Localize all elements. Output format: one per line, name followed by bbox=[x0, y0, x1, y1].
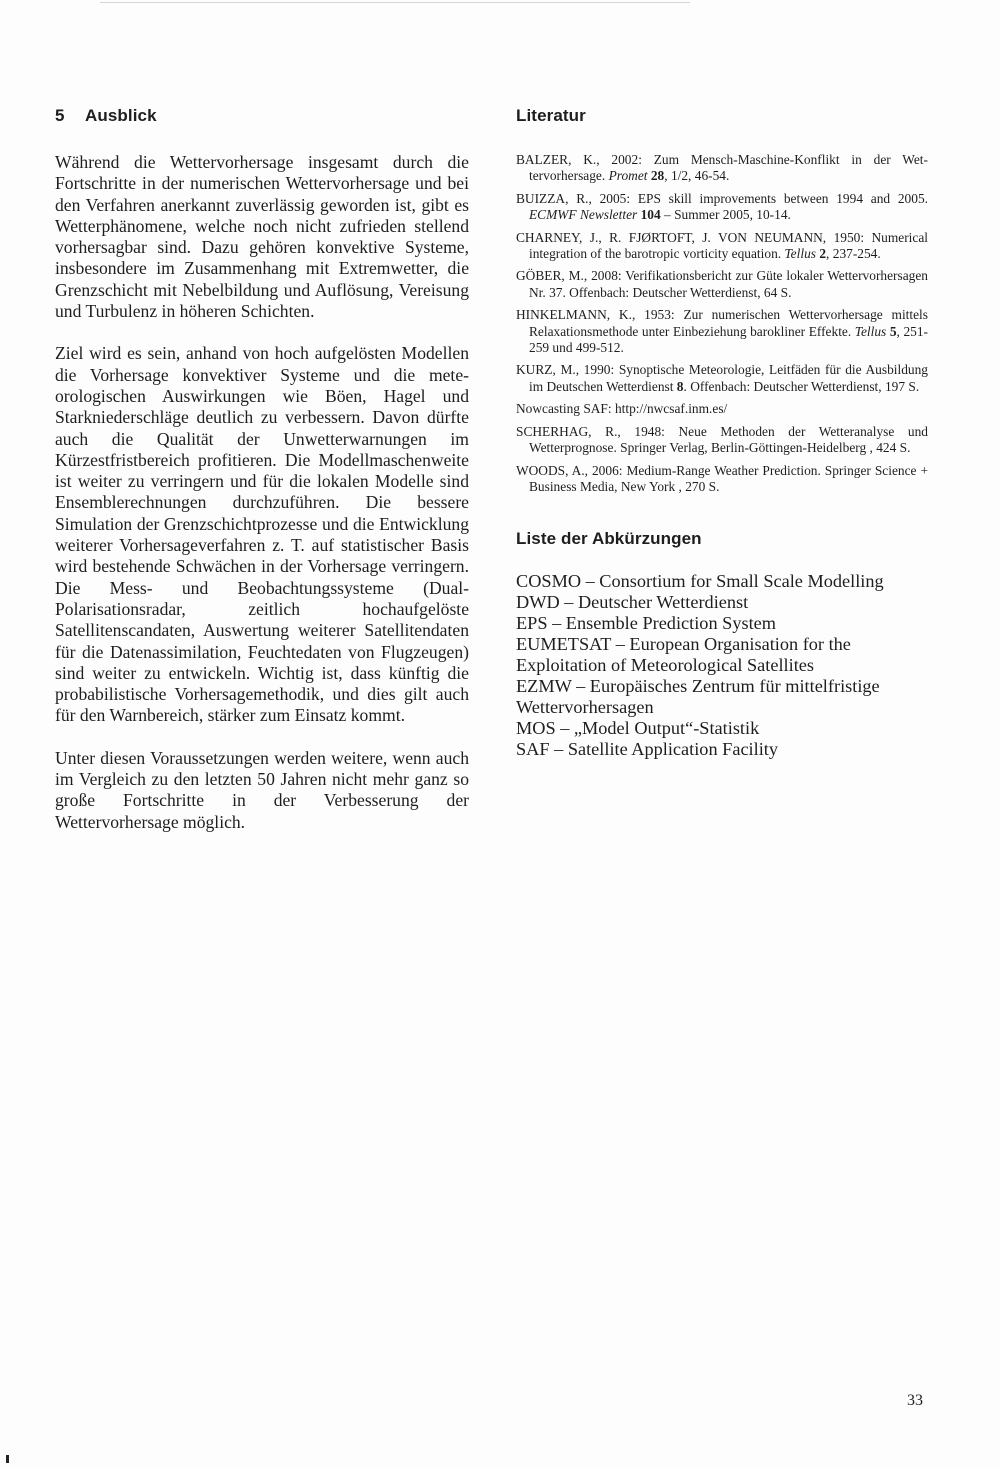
reference-entry bbox=[516, 401, 928, 417]
reference-text: SCHERHAG, R., 1948: Neue Methoden der Wetteranalyse und Wetterprognose. Springer Verlag, Berlin-Göttingen-Heidelberg , 424 S. bbox=[516, 423, 928, 456]
scan-mark bbox=[6, 1455, 9, 1463]
abbreviation-item: EPS – Ensemble Prediction System bbox=[516, 613, 776, 634]
reference-volume: 28 bbox=[650, 168, 665, 184]
reference-entry bbox=[516, 424, 928, 457]
paragraph: Während die Wettervorhersage insgesamt durch die Fortschritte in der numerischen Wettervorhersage und bei den Verfahren anerkannt zuverlässig geworden ist, gibt es Wetterphänomene, welche noch nicht zufrieden stellend vorhersagbar sind. Dazu gehören konvektive Systeme, insbesondere im Zusammenhang mit Extremwetter, die Grenzschicht mit Nebelbildung und Auflösung, Vereisung und Turbulenz in höheren Schichten. bbox=[55, 152, 469, 322]
abbreviation-item: MOS – „Model Output“-Statistik bbox=[516, 717, 760, 738]
reference-pages: , 251-259 und 499-512. bbox=[529, 323, 928, 356]
reference-text: CHARNEY, J., R. FJØRTOFT, J. VON NEUMANN, 1950: Numerical integration of the barotropic vorticity equation. bbox=[516, 229, 928, 262]
reference-pages: – Summer 2005, 10-14. bbox=[660, 207, 791, 223]
abbreviation-item: COSMO – Consortium for Small Scale Modelling bbox=[516, 571, 884, 592]
reference-text: KURZ, M., 1990: Synoptische Meteorologie, Leitfäden für die Ausbildung im Deutschen Wetterdienst bbox=[516, 362, 928, 394]
abbreviation-item: EZMW – Europäisches Zentrum für mittelfristige Wettervorhersagen bbox=[516, 675, 880, 717]
reference-journal: Promet bbox=[608, 168, 648, 184]
abbreviation-list bbox=[516, 571, 928, 759]
paragraph: Ziel wird es sein, anhand von hoch aufgelösten Modellen die Vorhersage konvektiver Systeme und die meteorologischen Auswirkungen wie Böen, Hagel und Starkniederschläge deutlich zu verbessern. Davon dürfte auch die Qualität der Unwetterwarnungen im Kürzestfristbereich profitieren. Die Modellmaschenweite ist weiter zu verringern und für die lokalen Modelle sind Ensemblerechnungen durchzuführen. Die bessere Simulation der Grenzschichtprozesse und die Entwicklung weiterer Vorhersageverfahren z. T. auf statistischer Basis wird bestehende Schwächen in der Vorhersage verringern. Die Mess- und Beobachtungssysteme (Dual-Polarisationsradar, zeitlich hochaufgelöste Satellitenscandaten, Auswertung weiterer Satellitendaten für die Datenassimilation, Feuchtedaten von Flugzeugen) sind weiter zu entwickeln. Wichtig ist, dass künftig die probabilistische Vorhersagemethodik, und dies gilt auch für den Warnbereich, stärker zum Einsatz kommt. bbox=[55, 343, 469, 726]
reference-journal: Tellus bbox=[784, 246, 816, 262]
reference-volume: 5 bbox=[889, 323, 897, 339]
section-title: Ausblick bbox=[85, 106, 157, 125]
reference-pages: , 237-254. bbox=[826, 246, 881, 262]
reference-entry bbox=[516, 191, 928, 224]
reference-text: BALZER, K., 2002: Zum Mensch-Maschine-Konflikt in der Wettervorhersage. bbox=[516, 152, 928, 184]
reference-pages: . Offenbach: Deutscher Wetterdienst, 197 S. bbox=[683, 378, 920, 394]
top-rule bbox=[100, 2, 690, 3]
reference-text: BUIZZA, R., 2005: EPS skill improvements between 1994 and 2005. bbox=[516, 190, 928, 206]
reference-entry bbox=[516, 362, 928, 395]
section-heading bbox=[55, 106, 469, 126]
abbreviation-item: SAF – Satellite Application Facility bbox=[516, 738, 779, 759]
reference-text: GÖBER, M., 2008: Verifikationsbericht zur Güte lokaler Wettervorhersagen Nr. 37. Offenbach: Deutscher Wetterdienst, 64 S. bbox=[516, 268, 928, 300]
section-number: 5 bbox=[55, 106, 65, 125]
reference-volume: 8 bbox=[676, 378, 684, 394]
literature-heading: Literatur bbox=[516, 106, 586, 125]
reference-text: HINKELMANN, K., 1953: Zur numerischen Wettervorhersage mittels Relaxationsmethode unter Einbeziehung barokliner Effekte. bbox=[516, 307, 928, 339]
reference-list bbox=[516, 152, 928, 495]
reference-journal: Tellus bbox=[854, 323, 887, 339]
abbreviations-heading: Liste der Abkürzungen bbox=[516, 529, 702, 549]
abbreviation-item: EUMETSAT – European Organisation for the Exploitation of Meteorological Satellites bbox=[516, 634, 851, 675]
reference-text: WOODS, A., 2006: Medium-Range Weather Prediction. Springer Science + Business Media, New York , 270 S. bbox=[516, 462, 928, 494]
reference-pages: , 1/2, 46-54. bbox=[664, 168, 730, 184]
right-column bbox=[516, 106, 928, 759]
abbreviation-item: DWD – Deutscher Wetterdienst bbox=[516, 592, 749, 613]
reference-volume: 104 bbox=[640, 207, 661, 223]
reference-journal: ECMWF Newsletter bbox=[529, 207, 638, 223]
left-column bbox=[55, 106, 469, 854]
reference-entry bbox=[516, 230, 928, 263]
paragraph: Unter diesen Voraussetzungen werden weitere, wenn auch im Vergleich zu den letzten 50 Jahren nicht mehr ganz so große Fortschritte in der Verbesserung der Wettervorhersage möglich. bbox=[55, 747, 469, 832]
reference-entry bbox=[516, 307, 928, 356]
reference-entry bbox=[516, 268, 928, 301]
page-number: 33 bbox=[907, 1392, 923, 1409]
reference-volume: 2 bbox=[819, 246, 827, 262]
reference-text: Nowcasting SAF: http://nwcsaf.inm.es/ bbox=[516, 401, 728, 417]
reference-entry bbox=[516, 152, 928, 185]
reference-entry bbox=[516, 463, 928, 496]
